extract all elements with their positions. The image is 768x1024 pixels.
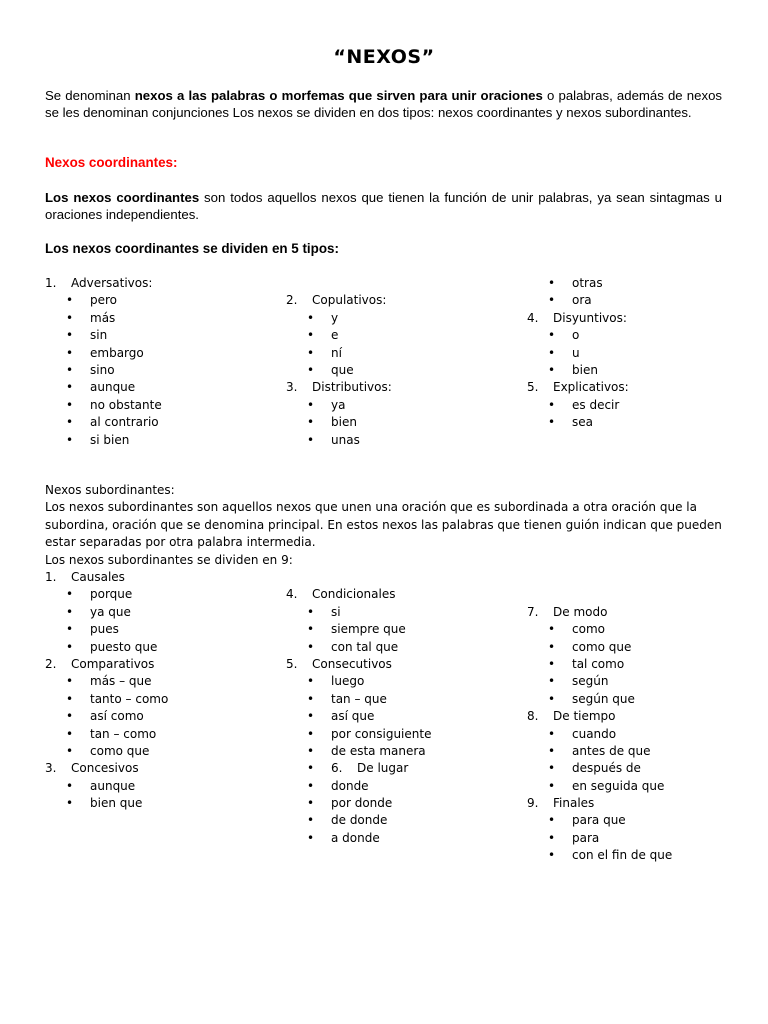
list-item: [45, 778, 275, 795]
bullet-icon: •: [307, 397, 315, 412]
list-heading-row: [45, 656, 275, 673]
bullet-icon: •: [66, 328, 74, 343]
list-number: 5.: [527, 380, 539, 395]
bullet-icon: •: [307, 691, 315, 706]
bullet-icon: •: [66, 709, 74, 724]
list-heading-label: Finales: [553, 796, 595, 811]
list-item: [286, 830, 516, 847]
list-item-label: según: [572, 674, 609, 689]
list-item-label: por consiguiente: [331, 726, 432, 741]
bullet-icon: •: [66, 778, 74, 793]
list-item: [527, 362, 747, 379]
list-item: [45, 379, 275, 396]
bullet-icon: •: [548, 639, 556, 654]
bullet-icon: •: [66, 432, 74, 447]
bullet-icon: •: [307, 345, 315, 360]
sub-column-1: [45, 569, 275, 812]
bullet-icon: •: [307, 830, 315, 845]
sub-column-2: [286, 586, 516, 847]
bullet-icon: •: [548, 656, 556, 671]
list-heading-label: Copulativos:: [312, 293, 387, 308]
list-item: [45, 743, 275, 760]
list-item: [45, 673, 275, 690]
bullet-icon: •: [307, 310, 315, 325]
list-item-label: luego: [331, 674, 365, 689]
list-item-label: u: [572, 345, 580, 360]
list-item-label: por donde: [331, 796, 393, 811]
bullet-icon: •: [66, 691, 74, 706]
list-item: [527, 673, 747, 690]
list-item-label: o: [572, 328, 580, 343]
list-item: [45, 726, 275, 743]
list-item-label: como: [572, 622, 605, 637]
list-item-label: como que: [90, 743, 150, 758]
list-item-label: a donde: [331, 830, 380, 845]
list-heading-label: De lugar: [357, 761, 409, 776]
bullet-icon: •: [548, 726, 556, 741]
list-heading-label: Condicionales: [312, 587, 396, 602]
bullet-icon: •: [66, 639, 74, 654]
bullet-icon: •: [66, 743, 74, 758]
list-number: 7.: [527, 604, 539, 619]
list-item-label: si: [331, 604, 341, 619]
bullet-icon: •: [66, 587, 74, 602]
list-item-label: porque: [90, 587, 133, 602]
list-number: 9.: [527, 796, 539, 811]
list-item: [286, 604, 516, 621]
list-item-label: ní: [331, 345, 342, 360]
bullet-icon: •: [548, 674, 556, 689]
list-item-label: que: [331, 362, 354, 377]
list-item-label: más: [90, 310, 116, 325]
bullet-icon: •: [66, 726, 74, 741]
list-item: [527, 812, 747, 829]
list-item: [286, 362, 506, 379]
list-item: [286, 327, 506, 344]
list-item: [286, 621, 516, 638]
bullet-icon: •: [66, 604, 74, 619]
list-item-label: ora: [572, 293, 592, 308]
list-heading-label: De modo: [553, 604, 608, 619]
list-heading-label: Adversativos:: [71, 276, 153, 290]
sub-paragraph: Los nexos subordinantes son aquellos nexos que unen una oración que es subordinada a otra oración que la subordina, oración que se denomina principal. En estos nexos las palabras que tienen guión indican que pueden estar separadas por otra palabra intermedia.: [45, 500, 722, 550]
list-heading-label: Consecutivos: [312, 656, 392, 671]
list-number: 8.: [527, 709, 539, 724]
list-item-label: para que: [572, 813, 626, 828]
bullet-icon: •: [307, 639, 315, 654]
list-number: 4.: [286, 587, 298, 602]
bullet-icon: •: [66, 397, 74, 412]
list-item: [527, 743, 747, 760]
list-number: 5.: [286, 656, 298, 671]
list-item: [527, 397, 747, 414]
list-item: [286, 691, 516, 708]
list-item-label: y: [331, 310, 339, 325]
list-item-label: unas: [331, 432, 360, 447]
coord-column-1: [45, 275, 275, 449]
intro-paragraph: [45, 88, 722, 121]
list-heading-row: [527, 604, 747, 621]
bullet-icon: •: [307, 709, 315, 724]
bullet-icon: •: [66, 674, 74, 689]
list-item-label: así como: [90, 709, 144, 724]
bullet-icon: •: [548, 848, 556, 863]
list-heading-row: [527, 310, 747, 327]
list-item: [45, 795, 275, 812]
list-number: 1.: [45, 570, 57, 584]
list-heading-row: [527, 379, 747, 396]
list-item: [45, 639, 275, 656]
sub-heading: Nexos subordinantes:: [45, 483, 175, 497]
list-item-label: con el fin de que: [572, 848, 673, 863]
list-item-label: si bien: [90, 432, 130, 447]
list-item: [527, 726, 747, 743]
list-heading-label: Concesivos: [71, 761, 139, 776]
list-item: [286, 345, 506, 362]
list-item: [527, 830, 747, 847]
list-item-label: aunque: [90, 380, 136, 395]
list-item: [527, 656, 747, 673]
bullet-icon: •: [548, 830, 556, 845]
list-item: [527, 414, 747, 431]
bullet-icon: •: [548, 345, 556, 360]
list-heading-row: [527, 708, 747, 725]
list-item-label: pues: [90, 622, 119, 637]
coord-column-2: [286, 292, 506, 449]
list-number: 2.: [45, 656, 57, 671]
list-item-label: embargo: [90, 345, 144, 360]
list-item: [45, 362, 275, 379]
sub-column-3: [527, 604, 747, 865]
coord-rest: son todos aquellos nexos que tienen la función de unir palabras, ya sean sintagmas u oraciones independientes.: [45, 190, 722, 222]
bullet-icon: •: [66, 380, 74, 395]
list-item: [527, 621, 747, 638]
list-item-label: tan – que: [331, 691, 387, 706]
list-item-label: bien que: [90, 796, 143, 811]
list-item: [45, 604, 275, 621]
bullet-icon: •: [66, 362, 74, 377]
list-item-label: de donde: [331, 813, 388, 828]
list-item: [527, 327, 747, 344]
bullet-icon: •: [548, 743, 556, 758]
bullet-icon: •: [66, 622, 74, 637]
list-number: 3.: [286, 380, 298, 395]
list-heading-label: Comparativos: [71, 656, 155, 671]
list-item-label: e: [331, 328, 339, 343]
bullet-icon: •: [66, 345, 74, 360]
bullet-icon: •: [548, 691, 556, 706]
list-heading-row: [286, 292, 506, 309]
list-item: [45, 345, 275, 362]
bullet-icon: •: [307, 761, 315, 776]
list-item-label: en seguida que: [572, 778, 665, 793]
list-item: [45, 414, 275, 431]
list-item: [527, 292, 747, 309]
bullet-icon: •: [307, 796, 315, 811]
list-item: [45, 586, 275, 603]
list-item-label: donde: [331, 778, 369, 793]
list-heading-row: [286, 656, 516, 673]
list-item-label: otras: [572, 276, 603, 290]
bullet-icon: •: [307, 415, 315, 430]
page-title: “NEXOS”: [333, 46, 435, 68]
list-item: [286, 310, 506, 327]
list-item: [286, 414, 506, 431]
bullet-icon: •: [307, 743, 315, 758]
list-item: [45, 310, 275, 327]
list-item-label: de esta manera: [331, 743, 426, 758]
coord-paragraph: [45, 190, 722, 223]
bullet-icon: •: [307, 726, 315, 741]
list-number: 1.: [45, 276, 57, 290]
list-item: [527, 778, 747, 795]
bullet-icon: •: [548, 778, 556, 793]
bullet-icon: •: [548, 813, 556, 828]
list-item: [527, 847, 747, 864]
list-item-label: después de: [572, 761, 641, 776]
list-heading-row: [45, 569, 275, 586]
list-number: 3.: [45, 761, 57, 776]
bullet-icon: •: [548, 761, 556, 776]
bullet-icon: •: [307, 432, 315, 447]
list-item-label: así que: [331, 709, 375, 724]
bullet-icon: •: [307, 778, 315, 793]
list-item-label: ya: [331, 397, 346, 412]
list-number: 2.: [286, 293, 298, 308]
list-item: [45, 621, 275, 638]
list-item-label: según que: [572, 691, 635, 706]
list-item: [527, 345, 747, 362]
list-item-label: con tal que: [331, 639, 399, 654]
bullet-icon: •: [548, 328, 556, 343]
list-heading-row: [45, 275, 275, 292]
list-item-label: sea: [572, 415, 593, 430]
intro-bold: nexos a las palabras o morfemas que sirven para unir oraciones: [134, 88, 543, 103]
list-item: [527, 691, 747, 708]
bullet-icon: •: [307, 622, 315, 637]
coord-column-3: [527, 275, 747, 432]
bullet-icon: •: [66, 310, 74, 325]
coord-bold: Los nexos coordinantes: [45, 190, 200, 205]
sub-section-text: [45, 482, 725, 569]
list-item-label: ya que: [90, 604, 131, 619]
list-item-label: tanto – como: [90, 691, 169, 706]
list-heading-label: Distributivos:: [312, 380, 392, 395]
list-item: [286, 743, 516, 760]
list-item-label: más – que: [90, 674, 152, 689]
list-item: [527, 639, 747, 656]
list-heading-row: [45, 760, 275, 777]
list-heading-row: [527, 795, 747, 812]
list-item-label: bien: [572, 362, 598, 377]
list-heading-row: [286, 379, 506, 396]
list-item-label: es decir: [572, 397, 620, 412]
bullet-icon: •: [307, 362, 315, 377]
bullet-icon: •: [307, 674, 315, 689]
list-item: [45, 432, 275, 449]
bullet-icon: •: [548, 622, 556, 637]
list-number: 6.: [331, 761, 343, 776]
list-heading-label: Explicativos:: [553, 380, 629, 395]
list-item: [286, 673, 516, 690]
bullet-icon: •: [548, 397, 556, 412]
bullet-icon: •: [307, 604, 315, 619]
list-item-label: al contrario: [90, 415, 159, 430]
list-item-label: como que: [572, 639, 632, 654]
list-heading-row: [286, 586, 516, 603]
list-item-label: antes de que: [572, 743, 651, 758]
list-item: [45, 691, 275, 708]
list-item: [45, 292, 275, 309]
list-item: [286, 432, 506, 449]
list-item: [286, 778, 516, 795]
intro-post: o palabras, además de nexos se les denominan conjunciones Los nexos se dividen en dos tipos: nexos coordinantes y nexos subordinantes.: [45, 88, 722, 120]
list-item-label: para: [572, 830, 600, 845]
list-item-label: tal como: [572, 656, 625, 671]
list-item-label: puesto que: [90, 639, 158, 654]
list-item-label: sin: [90, 328, 108, 343]
sub-types-heading: Los nexos subordinantes se dividen en 9:: [45, 552, 293, 567]
list-item: [45, 327, 275, 344]
bullet-icon: •: [66, 415, 74, 430]
list-heading-label: De tiempo: [553, 709, 616, 724]
list-item-label: aunque: [90, 778, 136, 793]
list-item-label: sino: [90, 362, 115, 377]
list-item-label: tan – como: [90, 726, 157, 741]
list-item-label: pero: [90, 293, 118, 308]
bullet-icon: •: [66, 796, 74, 811]
coord-heading: Nexos coordinantes:: [45, 155, 178, 170]
list-item-label: no obstante: [90, 397, 162, 412]
bullet-icon: •: [307, 328, 315, 343]
list-item: [286, 639, 516, 656]
bullet-icon: •: [548, 362, 556, 377]
list-item-label: bien: [331, 415, 357, 430]
list-heading-label: Causales: [71, 570, 125, 584]
list-item-label: cuando: [572, 726, 617, 741]
list-number: 4.: [527, 310, 539, 325]
list-item: [286, 708, 516, 725]
list-item: [286, 812, 516, 829]
coord-types-heading: Los nexos coordinantes se dividen en 5 tipos:: [45, 241, 339, 256]
list-item: [286, 397, 506, 414]
list-item: [45, 397, 275, 414]
list-heading-row: [286, 760, 516, 777]
list-item: [45, 708, 275, 725]
list-item: [527, 275, 747, 292]
list-item: [286, 795, 516, 812]
bullet-icon: •: [548, 293, 556, 308]
list-heading-label: Disyuntivos:: [553, 310, 627, 325]
bullet-icon: •: [548, 276, 556, 290]
bullet-icon: •: [307, 813, 315, 828]
list-item: [286, 726, 516, 743]
bullet-icon: •: [66, 293, 74, 308]
list-item-label: siempre que: [331, 622, 406, 637]
bullet-icon: •: [548, 415, 556, 430]
intro-pre: Se denominan: [45, 88, 135, 103]
list-item: [527, 760, 747, 777]
